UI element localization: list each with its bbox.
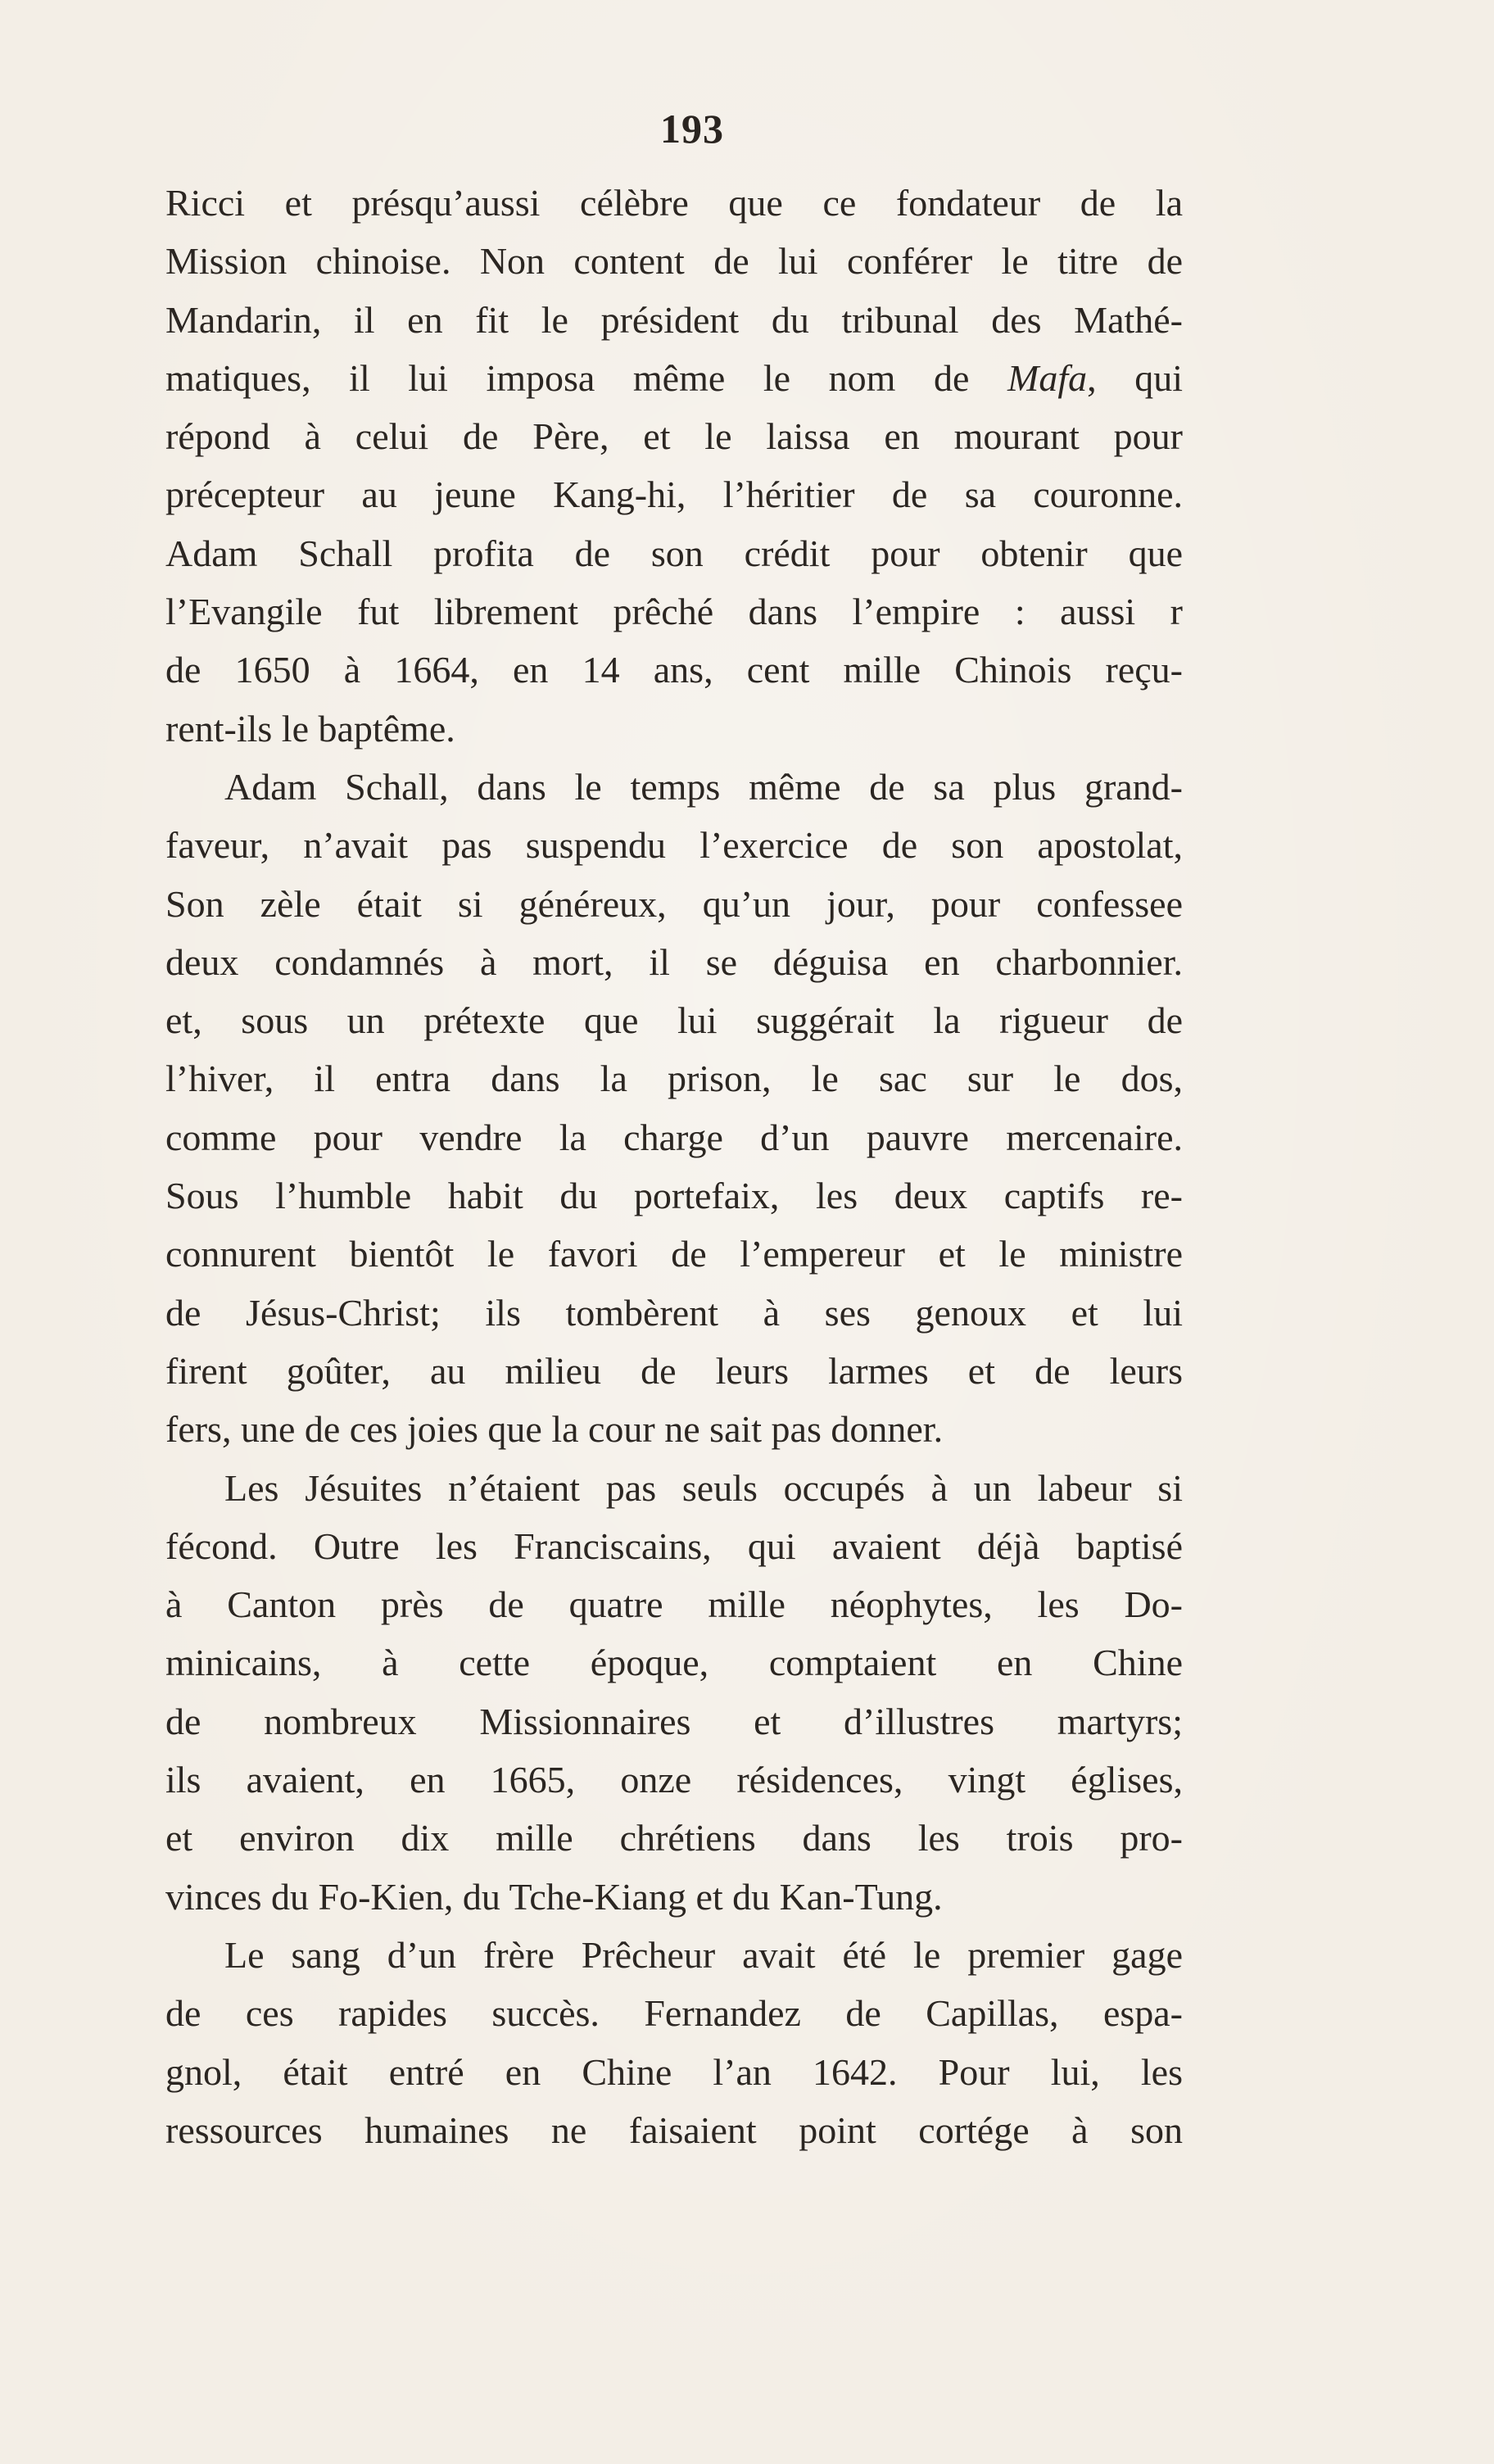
text-line: vinces du Fo-Kien, du Tche-Kiang et du Kan-Tung. (165, 1875, 943, 1918)
text-line: connurent bientôt le favori de l’empereur et le ministre (165, 1233, 1183, 1275)
text-line: ils avaient, en 1665, onze résidences, vingt églises, (165, 1759, 1183, 1801)
text-line: fécond. Outre les Franciscains, qui avaient déjà baptisé (165, 1524, 1183, 1567)
text-line: gnol, était entré en Chine l’an 1642. Pour lui, les (165, 2050, 1183, 2093)
text-line: Adam Schall profita de son crédit pour obtenir que (165, 532, 1183, 574)
text-line: Son zèle était si généreux, qu’un jour, pour confessee (165, 882, 1183, 925)
text-line: et, sous un prétexte que lui suggérait la rigueur de (165, 999, 1183, 1042)
italic-word: Mafa (1007, 356, 1088, 399)
text-line: minicains, à cette époque, comptaient en Chine (165, 1642, 1183, 1684)
text-line: précepteur au jeune Kang-hi, l’héritier de sa couronne. (165, 473, 1183, 516)
text-line: deux condamnés à mort, il se déguisa en charbonnier. (165, 940, 1183, 983)
text-line: de nombreux Missionnaires et d’illustres martyrs; (165, 1700, 1183, 1742)
text-line: de 1650 à 1664, en 14 ans, cent mille Chinois reçu- (165, 649, 1183, 691)
text-line: l’hiver, il entra dans la prison, le sac sur le dos, (165, 1058, 1183, 1100)
text-line: Ricci et présqu’aussi célèbre que ce fondateur de la (165, 182, 1183, 224)
text-line: Adam Schall, dans le temps même de sa plus grand- (224, 765, 1183, 808)
text-line: de ces rapides succès. Fernandez de Capillas, espa- (165, 1992, 1183, 2035)
text-line: Sous l’humble habit du portefaix, les deux captifs re- (165, 1175, 1183, 1217)
text-line: ressources humaines ne faisaient point cortége à son (165, 2108, 1183, 2151)
text-line: Le sang d’un frère Prêcheur avait été le premier gage (224, 1933, 1183, 1976)
text-line: rent-ils le baptême. (165, 707, 455, 750)
text-line: firent goûter, au milieu de leurs larmes et de leurs (165, 1349, 1183, 1392)
text-line: fers, une de ces joies que la cour ne sait pas donner. (165, 1408, 944, 1451)
text-line: Mandarin, il en fit le président du tribunal des Mathé- (165, 298, 1183, 341)
page-number: 193 (660, 106, 724, 152)
text-line: matiques, il lui imposa même le nom de Mafa, qui (165, 356, 1183, 399)
text-line: Les Jésuites n’étaient pas seuls occupés à un labeur si (224, 1466, 1183, 1509)
text-line: faveur, n’avait pas suspendu l’exercice de son apostolat, (165, 824, 1183, 867)
text-line: de Jésus-Christ; ils tombèrent à ses genoux et lui (165, 1291, 1183, 1334)
text-line: comme pour vendre la charge d’un pauvre mercenaire. (165, 1116, 1183, 1158)
text-line: l’Evangile fut librement prêché dans l’empire : aussi r (165, 591, 1183, 633)
text-line: répond à celui de Père, et le laissa en mourant pour (165, 415, 1183, 458)
text-line: Mission chinoise. Non content de lui conférer le titre de (165, 240, 1183, 283)
text-line: à Canton près de quatre mille néophytes, les Do- (165, 1583, 1183, 1626)
body-text (165, 174, 1183, 2159)
text-line: et environ dix mille chrétiens dans les trois pro- (165, 1817, 1183, 1859)
